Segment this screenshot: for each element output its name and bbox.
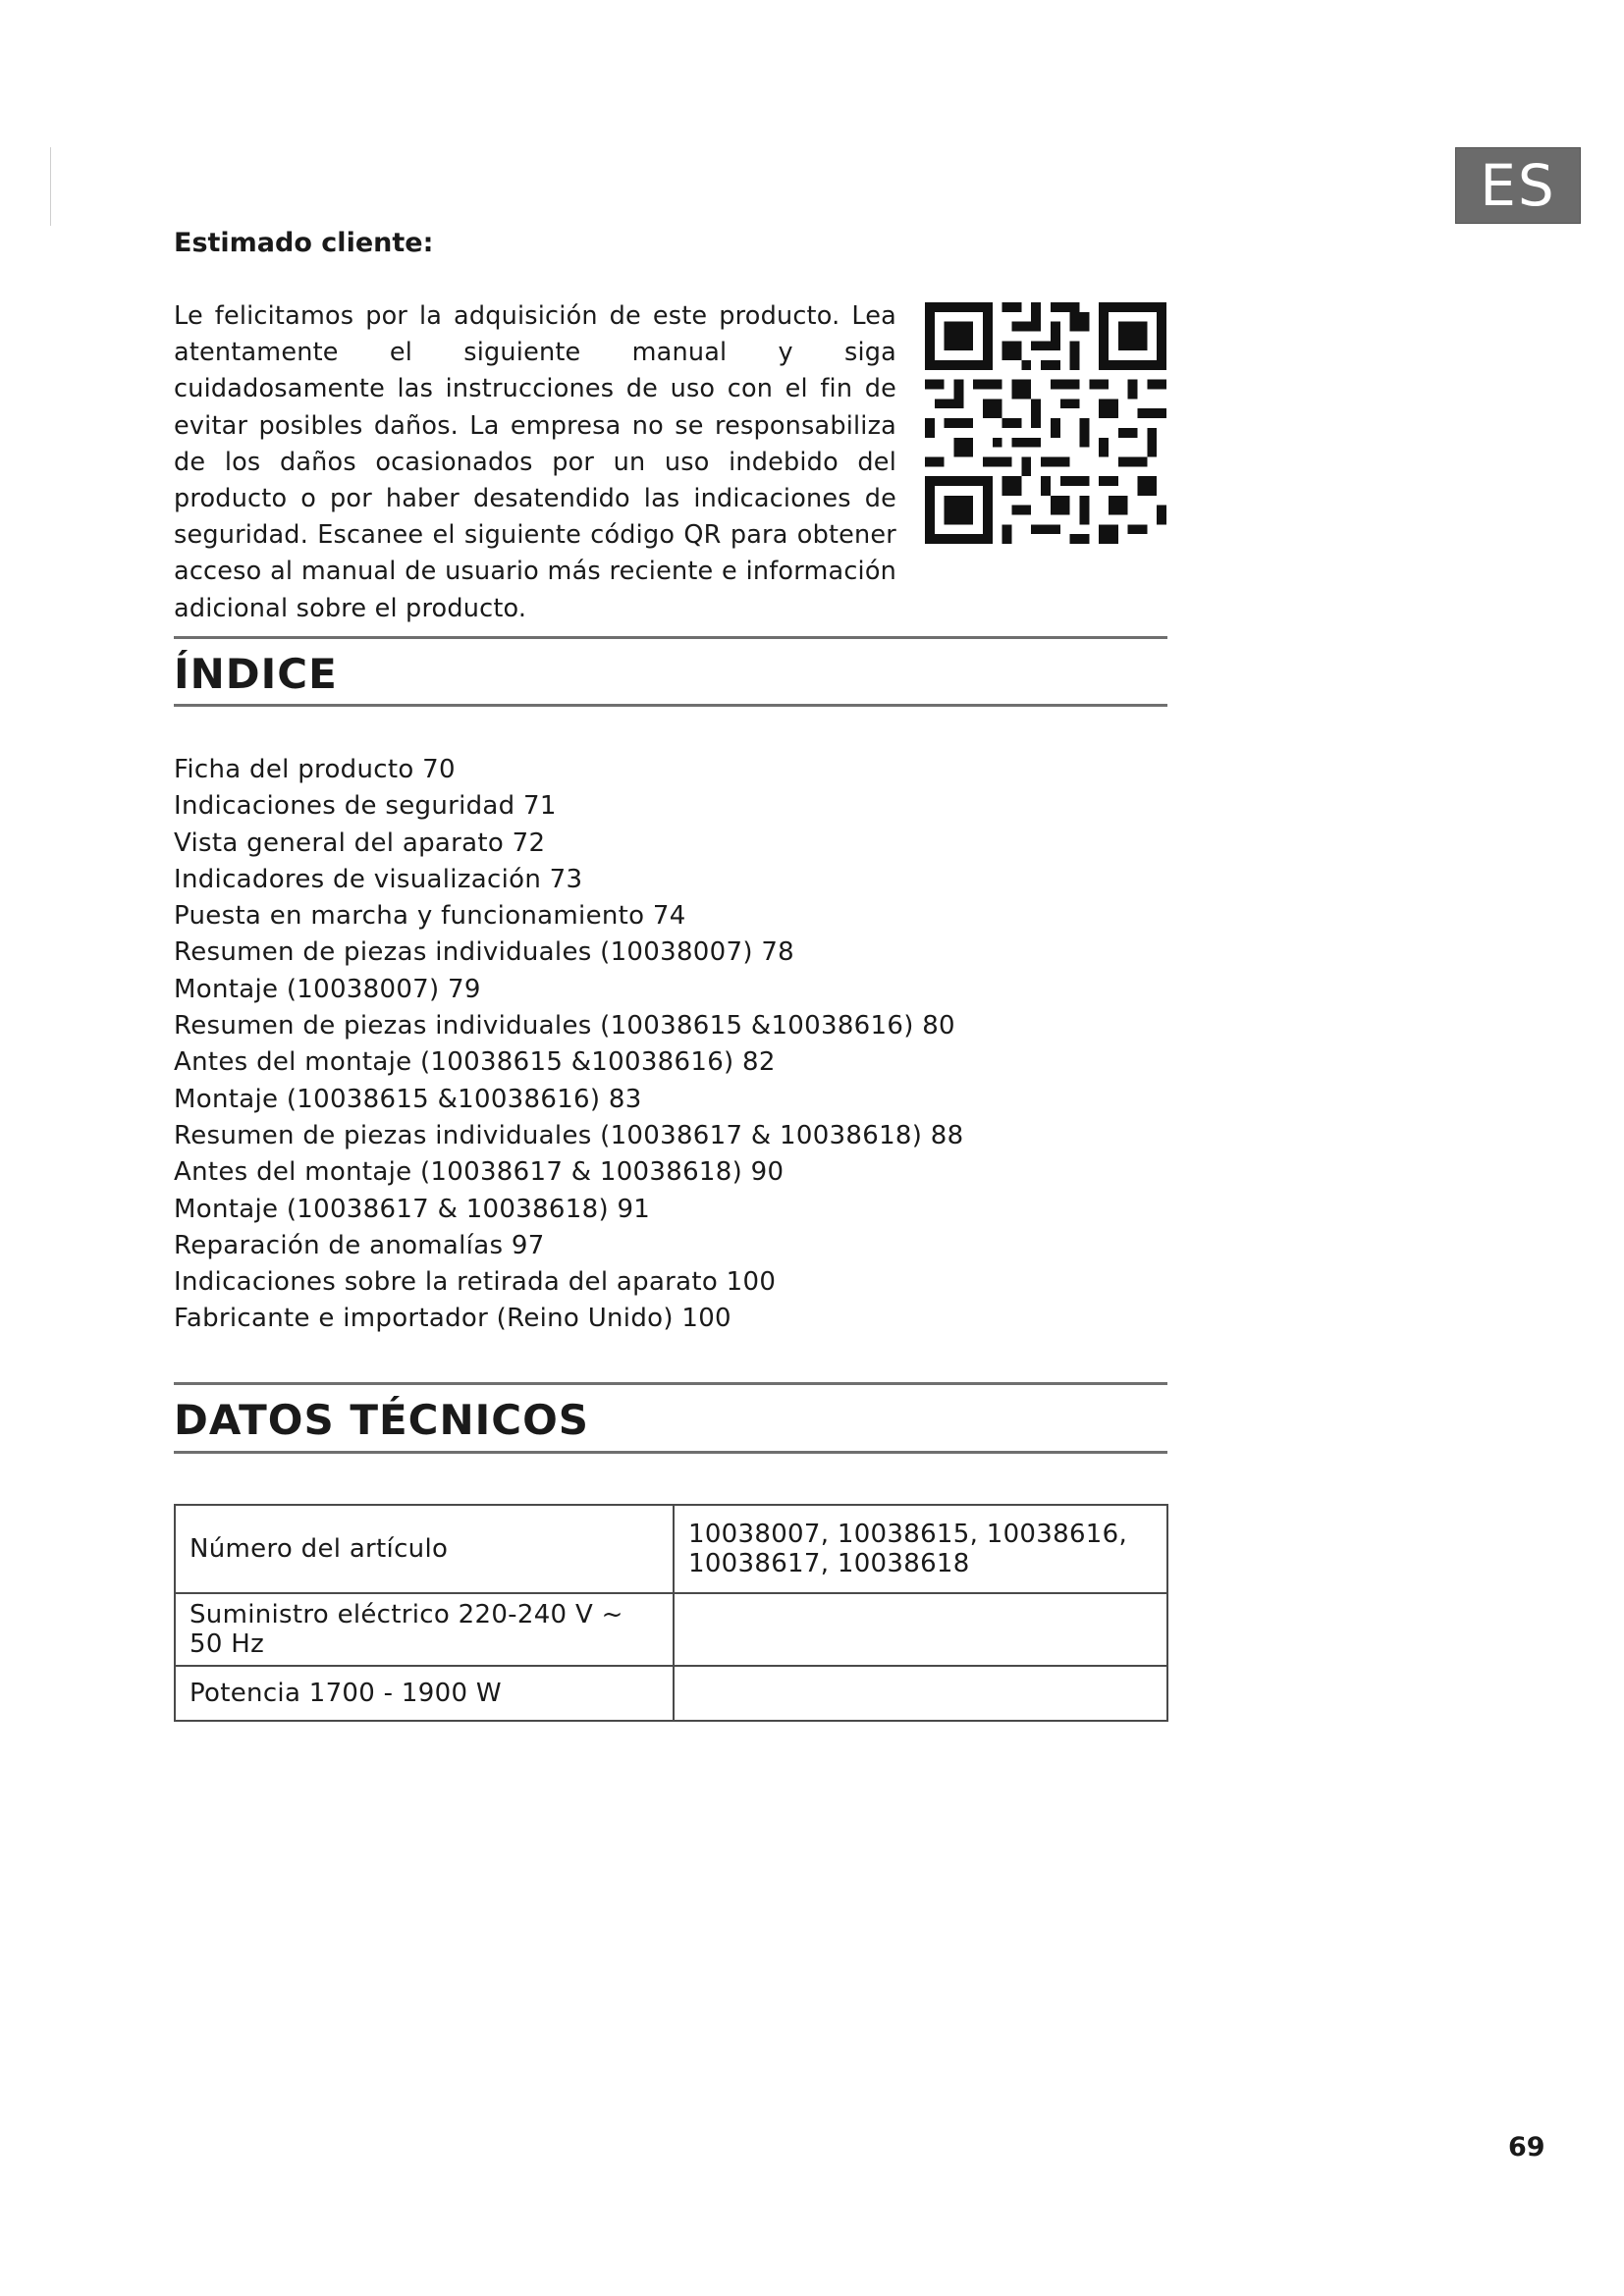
index-item[interactable]: Fabricante e importador (Reino Unido) 100 [174,1304,731,1334]
table-row [175,1505,1167,1593]
tech-title: DATOS TÉCNICOS [174,1396,590,1444]
index-item[interactable]: Antes del montaje (10038617 & 10038618) 90 [174,1157,785,1188]
page-number: 69 [1508,2132,1545,2163]
table-cell: 10038007, 10038615, 10038616, 10038617, 10038618 [674,1505,1167,1593]
index-rule-top [174,636,1167,639]
index-title: ÍNDICE [174,650,338,698]
index-list [174,752,963,1338]
index-item[interactable]: Indicaciones de seguridad 71 [174,791,557,822]
table-cell [674,1666,1167,1721]
qr-code-icon[interactable] [925,302,1166,544]
margin-line [50,147,51,226]
index-item[interactable]: Indicaciones sobre la retirada del aparato 100 [174,1267,777,1298]
table-cell [674,1593,1167,1666]
index-item[interactable]: Ficha del producto 70 [174,755,456,784]
tech-rule-top [174,1382,1167,1385]
tech-table [174,1504,1168,1722]
table-row [175,1593,1167,1666]
index-item[interactable]: Montaje (10038617 & 10038618) 91 [174,1194,651,1224]
index-item[interactable]: Puesta en marcha y funcionamiento 74 [174,901,686,932]
index-item[interactable]: Resumen de piezas individuales (10038617 & 10038618) 88 [174,1120,964,1150]
table-cell: Suministro eléctrico 220-240 V ~ 50 Hz [175,1593,674,1666]
index-item[interactable]: Reparación de anomalías 97 [174,1230,545,1260]
index-rule-bottom [174,704,1167,707]
index-item[interactable]: Antes del montaje (10038615 &10038616) 82 [174,1047,776,1078]
table-row [175,1666,1167,1721]
index-item[interactable]: Resumen de piezas individuales (10038007) 78 [174,937,795,968]
index-item[interactable]: Montaje (10038615 &10038616) 83 [174,1084,642,1114]
table-cell: Potencia 1700 - 1900 W [175,1666,674,1721]
language-tab: ES [1455,147,1581,224]
greeting: Estimado cliente: [174,228,434,258]
index-item[interactable]: Indicadores de visualización 73 [174,864,583,894]
index-item[interactable]: Vista general del aparato 72 [174,828,546,858]
index-item[interactable]: Resumen de piezas individuales (10038615 &10038616) 80 [174,1011,955,1041]
tech-rule-bottom [174,1451,1167,1454]
table-cell: Número del artículo [175,1505,674,1593]
intro-paragraph: Le felicitamos por la adquisición de este producto. Lea atentamente el siguiente manual y siga cuidadosamente las instrucciones de uso con el fin de evitar posibles daños. La empresa no se responsabiliza de los daños ocasionados por un uso indebido del producto o por haber desatendido las indicaciones de seguridad. Escanee el siguiente código QR para obtener acceso al manual de usuario más reciente e información adicional sobre el producto. [174,301,896,623]
index-item[interactable]: Montaje (10038007) 79 [174,974,481,1004]
